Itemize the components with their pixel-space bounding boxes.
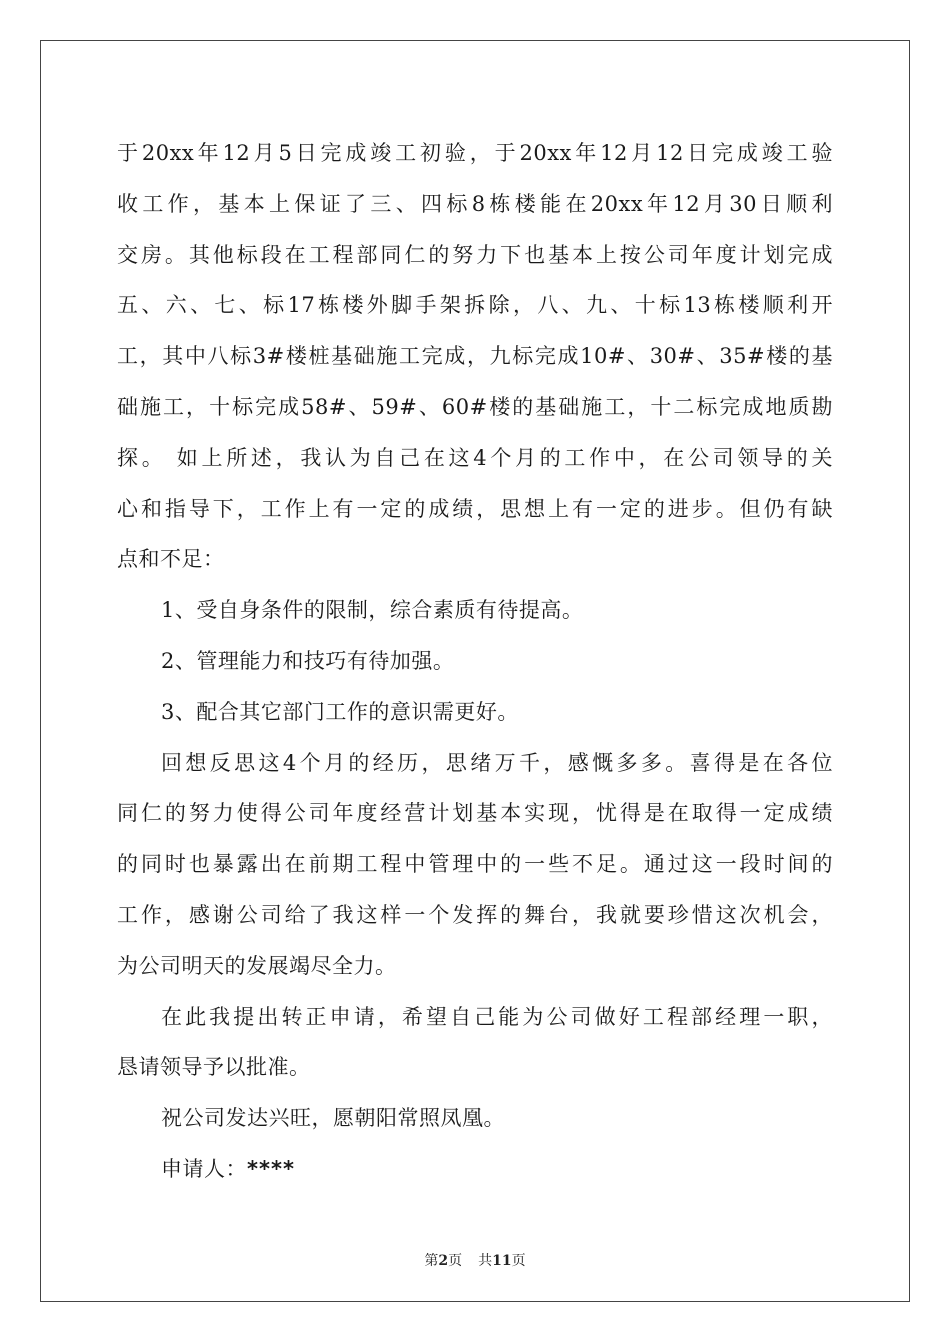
- closing-wish: 祝公司发达兴旺，愿朝阳常照凤凰。: [161, 1106, 505, 1131]
- text-line: 回想反思这4个月的经历，思绪万千，感慨多多。喜得是在各位: [161, 750, 833, 775]
- text-line: 于20xx年12月5日完成竣工初验，于20xx年12月12日完成竣工验: [117, 141, 833, 165]
- total-prefix: 共: [478, 1253, 493, 1269]
- text-line: 为公司明天的发展竭尽全力。: [117, 953, 397, 978]
- total-suffix: 页: [511, 1253, 526, 1269]
- page-suffix: 页: [448, 1253, 463, 1269]
- list-item: 1、受自身条件的限制，综合素质有待提高。: [161, 598, 584, 623]
- list-item: 2、管理能力和技巧有待加强。: [161, 648, 455, 673]
- text-line: 的同时也暴露出在前期工程中管理中的一些不足。通过这一段时间的: [117, 852, 833, 877]
- document-body: [117, 128, 833, 1195]
- page-footer: [0, 1250, 950, 1270]
- page-number: 2: [438, 1253, 449, 1269]
- text-line: 收工作，基本上保证了三、四标8栋楼能在20xx年12月30日顺利: [117, 191, 833, 216]
- text-line: 工作，感谢公司给了我这样一个发挥的舞台，我就要珍惜这次机会，: [117, 902, 833, 927]
- text-line: 同仁的努力使得公司年度经营计划基本实现，忧得是在取得一定成绩: [117, 801, 833, 826]
- text-line: 探。 如上所述，我认为自己在这4个月的工作中，在公司领导的关: [117, 445, 833, 470]
- total-pages: 11: [492, 1253, 512, 1269]
- text-line: 交房。其他标段在工程部同仁的努力下也基本上按公司年度计划完成: [117, 242, 833, 267]
- text-line: 恳请领导予以批准。: [117, 1055, 311, 1080]
- text-line: 点和不足：: [117, 547, 225, 572]
- text-line: 五、六、七、标17栋楼外脚手架拆除，八、九、十标13栋楼顺利开: [117, 293, 833, 318]
- text-line: 心和指导下，工作上有一定的成绩，思想上有一定的进步。但仍有缺: [117, 496, 833, 521]
- text-line: 础施工，十标完成58#、59#、60#楼的基础施工，十二标完成地质勘: [117, 394, 833, 419]
- list-item: 3、配合其它部门工作的意识需更好。: [161, 699, 519, 724]
- text-line: 工，其中八标3#楼桩基础施工完成，九标完成10#、30#、35#楼的基: [117, 344, 833, 369]
- page-prefix: 第: [424, 1253, 439, 1269]
- signature-line: [117, 1144, 833, 1195]
- text-line: 在此我提出转正申请，希望自己能为公司做好工程部经理一职，: [161, 1004, 833, 1029]
- signature-label: 申请人：: [161, 1156, 247, 1181]
- signature-value: ****: [247, 1156, 295, 1181]
